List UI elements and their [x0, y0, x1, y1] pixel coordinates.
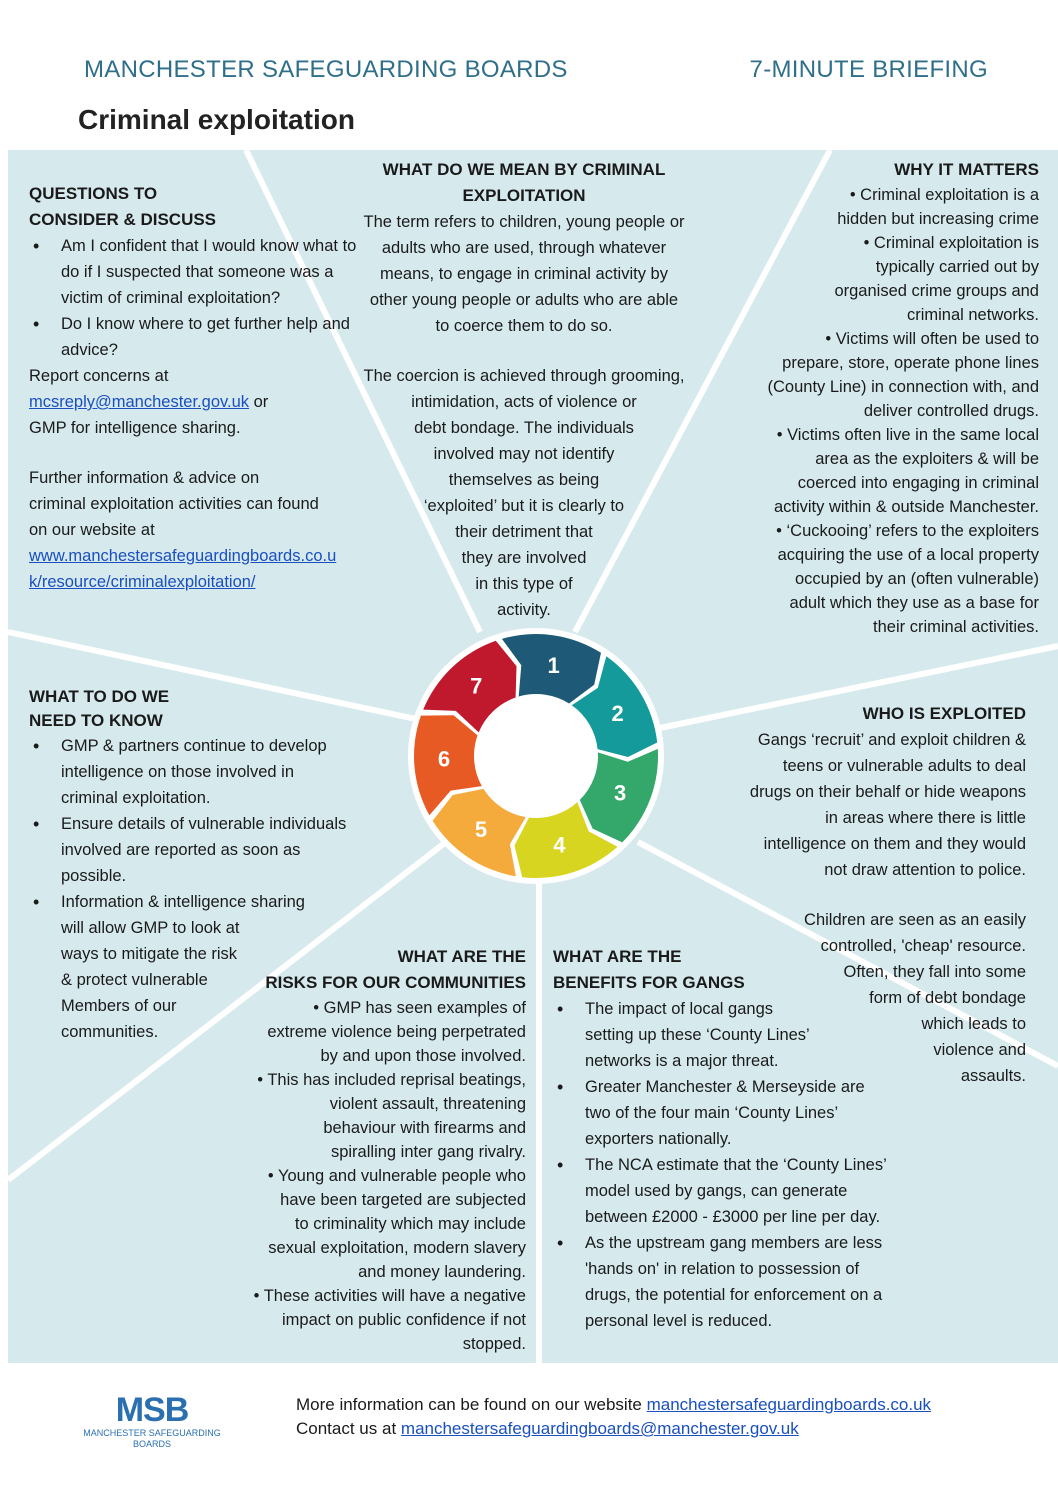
- why-line: their criminal activities.: [873, 618, 1039, 636]
- who-line: Gangs ‘recruit’ and exploit children &: [757, 731, 1026, 749]
- list-line: setting up these ‘County Lines’: [585, 1026, 810, 1044]
- list-line: drugs, the potential for enforcement on a: [585, 1286, 883, 1304]
- why-line: • Victims will often be used to: [825, 330, 1039, 348]
- cycle-label-7: 7: [470, 673, 483, 699]
- footer-more-info: More information can be found on our website: [296, 1395, 642, 1414]
- list-line: Members of our: [61, 997, 177, 1015]
- msb-logo: [82, 1392, 222, 1450]
- risks-line: to criminality which may include: [294, 1215, 526, 1233]
- meaning-line: means, to engage in criminal activity by: [380, 265, 668, 283]
- list-line: 'hands on' in relation to possession of: [585, 1260, 860, 1278]
- todo-heading: NEED TO KNOW: [29, 711, 163, 730]
- report-text: Report concerns at: [29, 367, 169, 385]
- why-line: (County Line) in connection with, and: [767, 378, 1039, 396]
- list-line: • The impact of local gangs: [585, 1000, 774, 1018]
- cycle-label-6: 6: [437, 746, 451, 772]
- who-line: in areas where there is little: [825, 809, 1026, 827]
- meaning-line: involved may not identify: [433, 445, 615, 463]
- who-line: assaults.: [960, 1067, 1026, 1085]
- who-heading: WHO IS EXPLOITED: [862, 704, 1026, 723]
- meaning-line: The term refers to children, young people or: [363, 213, 685, 231]
- why-line: activity within & outside Manchester.: [773, 498, 1039, 516]
- risks-line: • These activities will have a negative: [253, 1287, 526, 1305]
- logo-text: BOARDS: [132, 1439, 171, 1449]
- list-line: communities.: [61, 1023, 159, 1041]
- questions-heading: QUESTIONS TO: [29, 184, 158, 203]
- risks-line: extreme violence being perpetrated: [267, 1023, 526, 1041]
- list-line: will allow GMP to look at: [61, 919, 240, 937]
- list-item: [29, 733, 389, 811]
- why-line: • ‘Cuckooing’ refers to the exploiters: [776, 522, 1039, 540]
- report-or: or: [253, 393, 269, 411]
- cycle-label-1: 1: [547, 653, 560, 679]
- why-line: deliver controlled drugs.: [863, 402, 1039, 420]
- cycle-label-5: 5: [474, 817, 488, 843]
- why-line: criminal networks.: [906, 306, 1039, 324]
- meaning-line: in this type of: [475, 575, 573, 593]
- risks-line: • Young and vulnerable people who: [267, 1167, 526, 1185]
- list-line: • As the upstream gang members are less: [585, 1234, 883, 1252]
- meaning-line: ‘exploited’ but it is clearly to: [423, 497, 625, 515]
- risks-line: sexual exploitation, modern slavery: [268, 1239, 526, 1257]
- website-resource-link[interactable]: www.manchestersafeguardingboards.co.uk/resource/criminalexploitation/: [29, 547, 337, 591]
- risks-line: behaviour with firearms and: [323, 1119, 526, 1137]
- why-line: acquiring the use of a local property: [777, 546, 1039, 564]
- list-line: ways to mitigate the risk: [61, 945, 238, 963]
- list-item: • Do I know where to get further help and advice?: [29, 311, 369, 363]
- meaning-line: activity.: [497, 601, 551, 619]
- why-line: coerced into engaging in criminal: [797, 474, 1039, 492]
- list-line: • Greater Manchester & Merseyside are: [585, 1078, 865, 1096]
- report-email-link[interactable]: mcsreply@manchester.gov.uk: [29, 393, 250, 411]
- list-line: • Ensure details of vulnerable individuals: [61, 815, 347, 833]
- risks-line: spiralling inter gang rivalry.: [330, 1143, 526, 1161]
- risks-line: stopped.: [462, 1335, 526, 1353]
- why-line: typically carried out by: [875, 258, 1039, 276]
- list-line: involved are reported as soon as: [61, 841, 301, 859]
- org-name: MANCHESTER SAFEGUARDING BOARDS: [84, 56, 568, 83]
- report-suffix: GMP for intelligence sharing.: [29, 419, 241, 437]
- benefits-heading: WHAT ARE THE: [553, 947, 682, 966]
- cycle-label-3: 3: [613, 780, 627, 806]
- list-line: criminal exploitation.: [61, 789, 211, 807]
- risks-section: [206, 944, 526, 1356]
- meaning-section: [340, 157, 708, 623]
- meaning-heading: EXPLOITATION: [462, 186, 586, 205]
- who-line: Children are seen as an easily: [804, 911, 1026, 929]
- who-line: drugs on their behalf or hide weapons: [749, 783, 1026, 801]
- who-line: violence and: [933, 1041, 1026, 1059]
- benefits-heading: BENEFITS FOR GANGS: [553, 973, 745, 992]
- why-line: hidden but increasing crime: [837, 210, 1039, 228]
- footer-website-line: [296, 1393, 931, 1417]
- meaning-line: their detriment that: [455, 523, 593, 541]
- why-line: prepare, store, operate phone lines: [782, 354, 1039, 372]
- list-item: [553, 1152, 933, 1230]
- questions-section: [29, 181, 369, 595]
- logo-text: MANCHESTER SAFEGUARDING: [83, 1428, 221, 1438]
- footer-website-link[interactable]: manchestersafeguardingboards.co.uk: [646, 1395, 932, 1414]
- why-section: [700, 157, 1039, 639]
- meaning-line: The coercion is achieved through grooming,: [363, 367, 685, 385]
- cycle-label-4: 4: [553, 832, 566, 858]
- risks-line: impact on public confidence if not: [282, 1311, 526, 1329]
- why-line: • Victims often live in the same local: [776, 426, 1039, 444]
- meaning-heading: WHAT DO WE MEAN BY CRIMINAL: [382, 160, 666, 179]
- why-line: adult which they use as a base for: [789, 594, 1039, 612]
- who-line: which leads to: [921, 1015, 1026, 1033]
- risks-line: violent assault, threatening: [329, 1095, 526, 1113]
- list-line: • The NCA estimate that the ‘County Lines’: [585, 1156, 887, 1174]
- list-line: intelligence on those involved in: [61, 763, 294, 781]
- risks-heading: WHAT ARE THE: [397, 947, 526, 966]
- risks-line: and money laundering.: [358, 1263, 526, 1281]
- who-line: not draw attention to police.: [824, 861, 1026, 879]
- footer: [296, 1393, 931, 1441]
- meaning-line: adults who are used, through whatever: [381, 239, 667, 257]
- list-item: • Am I confident that I would know what to do if I suspected that someone was a victim of criminal exploitation?: [29, 233, 369, 311]
- footer-contact-line: [296, 1417, 931, 1441]
- list-item: [29, 811, 389, 889]
- risks-line: • GMP has seen examples of: [313, 999, 526, 1017]
- why-line: occupied by an (often vulnerable): [795, 570, 1039, 588]
- list-line: model used by gangs, can generate: [585, 1182, 848, 1200]
- list-line: possible.: [61, 867, 127, 885]
- list-item: [553, 996, 933, 1074]
- todo-heading: WHAT TO DO WE: [29, 687, 170, 706]
- list-line: two of the four main ‘County Lines’: [585, 1104, 839, 1122]
- page-title: Criminal exploitation: [78, 104, 355, 135]
- meaning-line: to coerce them to do so.: [435, 317, 613, 335]
- logo-mark: MSB: [115, 1391, 189, 1429]
- list-item: [553, 1230, 933, 1334]
- list-item: [553, 1074, 933, 1152]
- risks-heading: RISKS FOR OUR COMMUNITIES: [265, 973, 526, 992]
- footer-email-link[interactable]: manchestersafeguardingboards@manchester.gov.uk: [400, 1419, 799, 1438]
- list-line: exporters nationally.: [585, 1130, 732, 1148]
- questions-heading: CONSIDER & DISCUSS: [29, 210, 217, 229]
- meaning-line: intimidation, acts of violence or: [411, 393, 637, 411]
- why-heading: WHY IT MATTERS: [894, 160, 1039, 179]
- cycle-label-2: 2: [611, 700, 624, 726]
- list-line: personal level is reduced.: [585, 1312, 773, 1330]
- why-line: organised crime groups and: [834, 282, 1039, 300]
- meaning-line: they are involved: [461, 549, 587, 567]
- meaning-line: other young people or adults who are able: [369, 291, 679, 309]
- footer-contact-label: Contact us at: [296, 1419, 397, 1438]
- who-line: teens or vulnerable adults to deal: [782, 757, 1026, 775]
- list-line: between £2000 - £3000 per line per day.: [585, 1208, 881, 1226]
- who-line: controlled, 'cheap' resource.: [820, 937, 1026, 955]
- risks-line: have been targeted are subjected: [280, 1191, 526, 1209]
- list-line: • Information & intelligence sharing: [61, 893, 305, 911]
- meaning-line: debt bondage. The individuals: [414, 419, 634, 437]
- report-line: [29, 389, 369, 415]
- briefing-label: 7-MINUTE BRIEFING: [749, 56, 988, 83]
- list-line: & protect vulnerable: [61, 971, 208, 989]
- risks-line: by and upon those involved.: [320, 1047, 526, 1065]
- who-line: form of debt bondage: [869, 989, 1026, 1007]
- further-info: Further information & advice on criminal exploitation activities can found on our website at: [29, 469, 319, 539]
- list-line: networks is a major threat.: [585, 1052, 779, 1070]
- risks-line: • This has included reprisal beatings,: [257, 1071, 526, 1089]
- list-line: • GMP & partners continue to develop: [61, 737, 327, 755]
- why-line: • Criminal exploitation is: [863, 234, 1039, 252]
- meaning-line: themselves as being: [448, 471, 600, 489]
- why-line: • Criminal exploitation is a: [849, 186, 1039, 204]
- who-line: Often, they fall into some: [843, 963, 1026, 981]
- why-line: area as the exploiters & will be: [815, 450, 1039, 468]
- who-line: intelligence on them and they would: [763, 835, 1026, 853]
- benefits-section: [553, 944, 933, 1334]
